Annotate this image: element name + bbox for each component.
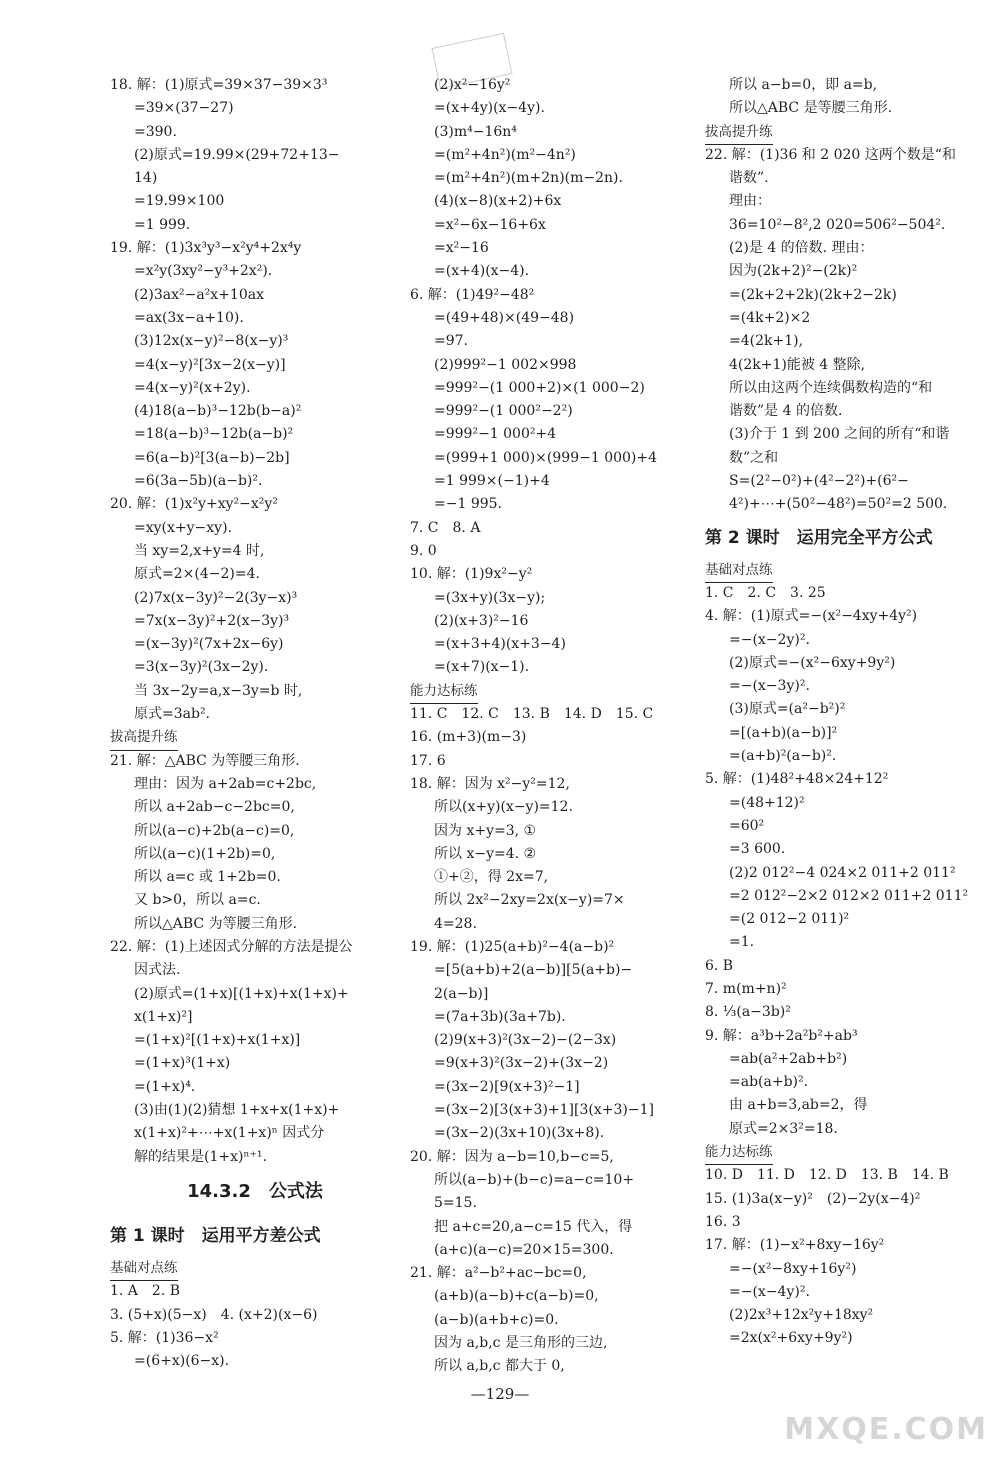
answer-line: =(x+7)(x−1). (434, 659, 530, 676)
answer-line: =6(3a−5b)(a−b)². (134, 473, 263, 490)
answer-line: =ab(a²+2ab+b²) (729, 1050, 848, 1067)
answer-line: 所以 a+2ab−c−2bc=0, (134, 799, 295, 816)
answer-line: =(2 012−2 011)² (729, 911, 850, 928)
answer-line: 所以 2x²−2xy=2x(x−y)=7× (434, 892, 625, 909)
answer-line: 16. 3 (705, 1213, 741, 1230)
answer-line: =(1+x)⁴. (134, 1078, 196, 1095)
answer-line: =1 999. (134, 216, 191, 233)
answer-line: =6(a−b)²[3(a−b)−2b] (134, 449, 290, 466)
answer-line: 所以由这两个连续偶数构造的“和 (729, 379, 933, 396)
answer-line: =(x+4y)(x−4y). (434, 100, 545, 117)
answer-line: 当 3x−2y=a,x−3y=b 时, (134, 682, 303, 699)
section-label-text: 能力达标练 (410, 680, 478, 704)
answer-line: 9. 解：a³b+2a²b²+ab³ (705, 1027, 858, 1044)
section-label-text: 拔高提升练 (705, 121, 773, 145)
answer-line: =97. (434, 333, 468, 350)
answer-line: 11. C 12. C 13. B 14. D 15. C (410, 706, 654, 723)
answer-line: 所以 a=c 或 1+2b=0. (134, 869, 281, 886)
answer-line: =(x−3y)²(7x+2x−6y) (134, 636, 284, 653)
answer-line: 又 b>0，所以 a=c. (134, 892, 261, 909)
answer-line: 所以△ABC 为等腰三角形. (134, 915, 298, 932)
answer-line: =4(x−y)²(x+2y). (134, 379, 251, 396)
answer-line: =x²y(3xy²−y³+2x²). (134, 263, 273, 280)
answer-line: =(3x−2)[9(x+3)²−1] (434, 1078, 580, 1095)
answer-line: 10. 解：(1)9x²−y² (410, 566, 533, 583)
answer-line: =(x+3+4)(x+3−4) (434, 636, 566, 653)
answer-line: 4=28. (434, 915, 477, 932)
answer-line: (2)原式=−(x²−6xy+9y²) (729, 654, 896, 671)
column-middle (410, 74, 700, 1379)
answer-line: 21. 解：a²−b²+ac−bc=0, (410, 1265, 587, 1282)
answer-line: =1 999×(−1)+4 (434, 473, 550, 490)
section-label (705, 1141, 995, 1164)
answer-line: 所以(a−c)(1+2b)=0, (134, 845, 276, 862)
answer-line: 原式=3ab². (134, 706, 211, 723)
answer-line: S=(2²−0²)+(4²−2²)+(6²− (729, 473, 909, 490)
answer-line: =(m²+4n²)(m²−4n²) (434, 146, 576, 163)
answer-line: (2)x²−16y² (434, 77, 511, 93)
answer-line: =ax(3x−a+10). (134, 309, 244, 326)
answer-line: =7x(x−3y)²+2(x−3y)³ (134, 612, 290, 629)
answer-line: 谐数”. (729, 170, 769, 187)
answer-line: (3)原式=(a²−b²)² (729, 701, 846, 718)
answer-line: =2x(x²+6xy+9y²) (729, 1330, 853, 1347)
answer-line: 6. 解：(1)49²−48² (410, 286, 535, 303)
answer-line: (2)(x+3)²−16 (434, 612, 529, 629)
answer-line: =390. (134, 123, 177, 140)
answer-line: (2)7x(x−3y)²−2(3y−x)³ (134, 589, 298, 606)
section-label-text: 基础对点练 (705, 559, 773, 583)
answer-line: =4(2k+1), (729, 333, 804, 350)
section-label (410, 680, 700, 703)
watermark-text: MXQE.COM (784, 1412, 988, 1447)
answer-line: =3(x−3y)²(3x−2y). (134, 659, 269, 676)
answer-line: =(a+b)²(a−b)². (729, 748, 837, 765)
answer-line: (3)由(1)(2)猜想 1+x+x(1+x)+ (134, 1102, 340, 1119)
answer-line: 5=15. (434, 1195, 477, 1212)
answer-line: 20. 解：因为 a−b=10,b−c=5, (410, 1148, 614, 1165)
answer-line: =3 600. (729, 841, 786, 858)
answer-line: 7. m(m+n)² (705, 980, 787, 997)
answer-line: =(7a+3b)(3a+7b). (434, 1008, 566, 1025)
answer-line: 理由：因为 a+2ab=c+2bc, (134, 775, 317, 792)
answer-line: 18. 解：(1)原式=39×37−39×3³ (110, 77, 328, 93)
answer-line: 谐数”是 4 的倍数. (729, 403, 843, 420)
answer-line: =60² (729, 817, 765, 834)
answer-line: =ab(a+b)². (729, 1074, 809, 1091)
answer-line: =19.99×100 (134, 193, 225, 210)
lesson-heading: 第 1 课时 运用平方差公式 (110, 1225, 321, 1246)
answer-line: 9. 0 (410, 542, 437, 559)
answer-line: x(1+x)²] (134, 1008, 193, 1025)
answer-line: (2)9(x+3)²(3x−2)−(2−3x) (434, 1032, 617, 1049)
answer-line: (3)介于 1 到 200 之间的所有“和谐 (729, 426, 950, 443)
answer-line: =(m²+4n²)(m+2n)(m−2n). (434, 170, 623, 187)
answer-line: (a+b)(a−b)+c(a−b)=0, (434, 1288, 599, 1305)
answer-line: 17. 6 (410, 752, 446, 769)
answer-line: 所以 a−b=0，即 a=b, (729, 77, 878, 93)
answer-line: 当 xy=2,x+y=4 时, (134, 542, 265, 559)
answer-line: (3)12x(x−y)²−8(x−y)³ (134, 333, 289, 350)
answer-line: (a+c)(a−c)=20×15=300. (434, 1241, 614, 1258)
answer-line: =x²−16 (434, 240, 489, 257)
answer-line: (2)2 012²−4 024×2 011+2 011² (729, 864, 956, 881)
answer-line: (3)m⁴−16n⁴ (434, 123, 517, 140)
answer-line: 22. 解：(1)36 和 2 020 这两个数是“和 (705, 146, 956, 163)
section-label-text: 基础对点练 (110, 1257, 178, 1281)
answer-line: (2)原式=19.99×(29+72+13− (134, 146, 340, 163)
answer-line: (2)2x³+12x²y+18xy² (729, 1307, 874, 1324)
answer-line: 19. 解：(1)25(a+b)²−4(a−b)² (410, 938, 615, 955)
answer-line: 16. (m+3)(m−3) (410, 729, 527, 746)
answer-line: 4. 解：(1)原式=−(x²−4xy+4y²) (705, 608, 918, 625)
answer-line: =xy(x+y−xy). (134, 519, 232, 536)
answer-line: =18(a−b)³−12b(a−b)² (134, 426, 294, 443)
answer-line: =−(x²−8xy+16y²) (729, 1260, 857, 1277)
answer-line: 因为 a,b,c 是三角形的三边, (434, 1335, 608, 1352)
answer-line: 由 a+b=3,ab=2，得 (729, 1097, 868, 1114)
answer-line: 1. C 2. C 3. 25 (705, 584, 826, 601)
answer-line: =(3x−2)[3(x+3)+1][3(x+3)−1] (434, 1102, 654, 1119)
answer-line: =−(x−3y)². (729, 678, 810, 695)
answer-line: 17. 解：(1)−x²+8xy−16y² (705, 1237, 885, 1254)
answer-line: 理由： (729, 193, 771, 210)
answer-line: =[5(a+b)+2(a−b)][5(a+b)− (434, 962, 633, 979)
answer-line: 5. 解：(1)48²+48×24+12² (705, 771, 889, 788)
answer-line: 19. 解：(1)3x³y³−x²y⁴+2x⁴y (110, 240, 302, 257)
section-label (705, 121, 995, 144)
answer-line: =39×(37−27) (134, 100, 234, 117)
answer-line: =2 012²−2×2 012×2 011+2 011² (729, 887, 969, 904)
answer-line: (2)999²−1 002×998 (434, 356, 577, 373)
answer-line: =x²−6x−16+6x (434, 216, 546, 233)
answer-line: 21. 解：△ABC 为等腰三角形. (110, 752, 300, 769)
answer-line: =(3x−2)(3x+10)(3x+8). (434, 1125, 605, 1142)
answer-line: 36=10²−8²,2 020=506²−504². (729, 216, 946, 233)
section-label (705, 559, 995, 582)
answer-line: =(999+1 000)×(999−1 000)+4 (434, 449, 658, 466)
answer-line: (a−b)(a+b+c)=0. (434, 1311, 559, 1328)
answer-line: (2)原式=(1+x)[(1+x)+x(1+x)+ (134, 985, 349, 1002)
answer-line: =(4k+2)×2 (729, 309, 811, 326)
section-label (110, 1257, 400, 1280)
column-left (110, 74, 400, 1373)
answer-line: =−(x−2y)². (729, 631, 810, 648)
answer-line: 数”之和 (729, 449, 779, 466)
answer-line: (4)(x−8)(x+2)+6x (434, 193, 562, 210)
answer-line: =(1+x)²[(1+x)+x(1+x)] (134, 1032, 301, 1049)
answer-line: 20. 解：(1)x²y+xy²−x²y² (110, 496, 278, 513)
section-heading: 14.3.2 公式法 (187, 1180, 323, 1202)
answer-line: 因式法. (134, 962, 181, 979)
answer-line: 3. (5+x)(5−x) 4. (x+2)(x−6) (110, 1306, 318, 1323)
lesson-heading: 第 2 课时 运用完全平方公式 (705, 527, 933, 548)
answer-line: (2)3ax²−a²x+10ax (134, 286, 264, 303)
answer-line: 2(a−b)] (434, 985, 489, 1002)
answer-line: 原式=2×(4−2)=4. (134, 566, 260, 583)
answer-line: =(3x+y)(3x−y); (434, 589, 546, 606)
answer-line: x(1+x)²+⋯+x(1+x)ⁿ 因式分 (134, 1125, 325, 1142)
section-label (110, 726, 400, 749)
answer-line: 原式=2×3²=18. (729, 1120, 838, 1137)
answer-line: 8. ⅓(a−3b)² (705, 1004, 791, 1021)
answer-line: =−(x−4y)². (729, 1283, 810, 1300)
answer-line: 因为(2k+2)²−(2k)² (729, 263, 858, 280)
answer-line: =(x+4)(x−4). (434, 263, 530, 280)
section-label-text: 拔高提升练 (110, 726, 178, 750)
answer-line: 所以△ABC 是等腰三角形. (729, 100, 893, 117)
answer-line: (4)18(a−b)³−12b(b−a)² (134, 403, 302, 420)
answer-line: =(48+12)² (729, 794, 805, 811)
answer-line: =999²−1 000²+4 (434, 426, 557, 443)
answer-line: 6. B (705, 957, 734, 974)
column-right (705, 74, 995, 1351)
answer-line: 因为 x+y=3, ① (434, 822, 537, 839)
answer-line: 7. C 8. A (410, 519, 481, 536)
answer-line: =1. (729, 934, 755, 951)
answer-line: 10. D 11. D 12. D 13. B 14. B (705, 1167, 949, 1184)
section-label-text: 能力达标练 (705, 1141, 773, 1165)
answer-line: 1. A 2. B (110, 1283, 181, 1300)
answer-line: 18. 解：因为 x²−y²=12, (410, 775, 570, 792)
page-number: —129— (470, 1385, 530, 1403)
answer-line: 所以 x−y=4. ② (434, 845, 537, 862)
answer-line: =4(x−y)²[3x−2(x−y)] (134, 356, 286, 373)
answer-line: =(49+48)×(49−48) (434, 309, 575, 326)
answer-line: =[(a+b)(a−b)]² (729, 724, 838, 741)
answer-line: =999²−(1 000²−2²) (434, 403, 573, 420)
answer-line: ①+②，得 2x=7, (434, 869, 549, 886)
answer-line: =9(x+3)²(3x−2)+(3x−2) (434, 1055, 609, 1072)
answer-line: =(2k+2+2k)(2k+2−2k) (729, 286, 897, 303)
answer-line: =999²−(1 000+2)×(1 000−2) (434, 379, 645, 396)
answer-line: 15. (1)3a(x−y)² (2)−2y(x−4)² (705, 1190, 921, 1207)
answer-line: 22. 解：(1)上述因式分解的方法是提公 (110, 938, 353, 955)
answer-line: 所以(a−b)+(b−c)=a−c=10+ (434, 1171, 635, 1188)
answer-line: 4²)+⋯+(50²−48²)=50²=2 500. (729, 496, 948, 513)
answer-line: =(1+x)³(1+x) (134, 1055, 231, 1072)
answer-line: 4(2k+1)能被 4 整除, (729, 356, 866, 373)
answer-line: 解的结果是(1+x)ⁿ⁺¹. (134, 1148, 267, 1165)
answer-line: 所以 a,b,c 都大于 0, (434, 1358, 565, 1375)
answer-line: 5. 解：(1)36−x² (110, 1329, 219, 1346)
answer-line: 所以(x+y)(x−y)=12. (434, 799, 573, 816)
answer-line: 把 a+c=20,a−c=15 代入，得 (434, 1218, 633, 1235)
answer-line: =−1 995. (434, 496, 502, 513)
answer-line: 14) (134, 170, 158, 187)
answer-line: 所以(a−c)+2b(a−c)=0, (134, 822, 295, 839)
answer-line: =(6+x)(6−x). (134, 1353, 230, 1370)
answer-line: (2)是 4 的倍数. 理由： (729, 240, 874, 257)
